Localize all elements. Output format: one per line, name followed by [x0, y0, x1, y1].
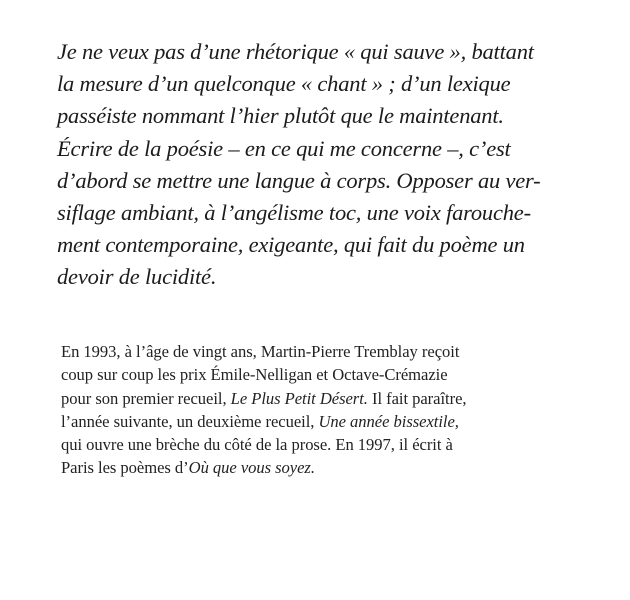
quote-line: Je ne veux pas d’une rhétorique « qui sauve », battant — [57, 39, 534, 64]
bio-text: l’année suivante, un deuxième recueil, — [61, 411, 319, 431]
quote-line: d’abord se mettre une langue à corps. Opposer au ver- — [57, 167, 541, 193]
author-biography — [61, 340, 561, 480]
bio-line: coup sur coup les prix Émile-Nelligan et Octave-Crémazie — [61, 365, 448, 385]
quote-line: Écrire de la poésie – en ce qui me concerne –, c’est — [57, 135, 511, 161]
quote-line: ment contemporaine, exigeante, qui fait du poème un — [57, 232, 525, 258]
bio-text: Il fait paraître, — [367, 388, 467, 408]
bio-line: En 1993, à l’âge de vingt ans, Martin-Pierre Tremblay reçoit — [61, 342, 460, 361]
bio-line — [61, 410, 561, 433]
bio-text: pour son premier recueil, — [61, 388, 231, 408]
author-quote — [57, 36, 557, 294]
book-title: Une année bissextile, — [318, 411, 459, 431]
book-title: Le Plus Petit Désert. — [230, 388, 368, 408]
quote-line: devoir de lucidité. — [57, 264, 217, 290]
bio-line: qui ouvre une brèche du côté de la prose. En 1997, il écrit à — [61, 435, 453, 455]
quote-line: la mesure d’un quelconque « chant » ; d’un lexique — [57, 71, 511, 97]
bio-line — [61, 387, 561, 410]
bio-text: Paris les poèmes d’ — [61, 458, 189, 478]
quote-line: passéiste nommant l’hier plutôt que le maintenant. — [57, 103, 504, 129]
bio-line — [61, 456, 561, 479]
quote-line: siflage ambiant, à l’angélisme toc, une voix farouche- — [57, 200, 531, 226]
book-title: Où que vous soyez. — [188, 458, 315, 478]
